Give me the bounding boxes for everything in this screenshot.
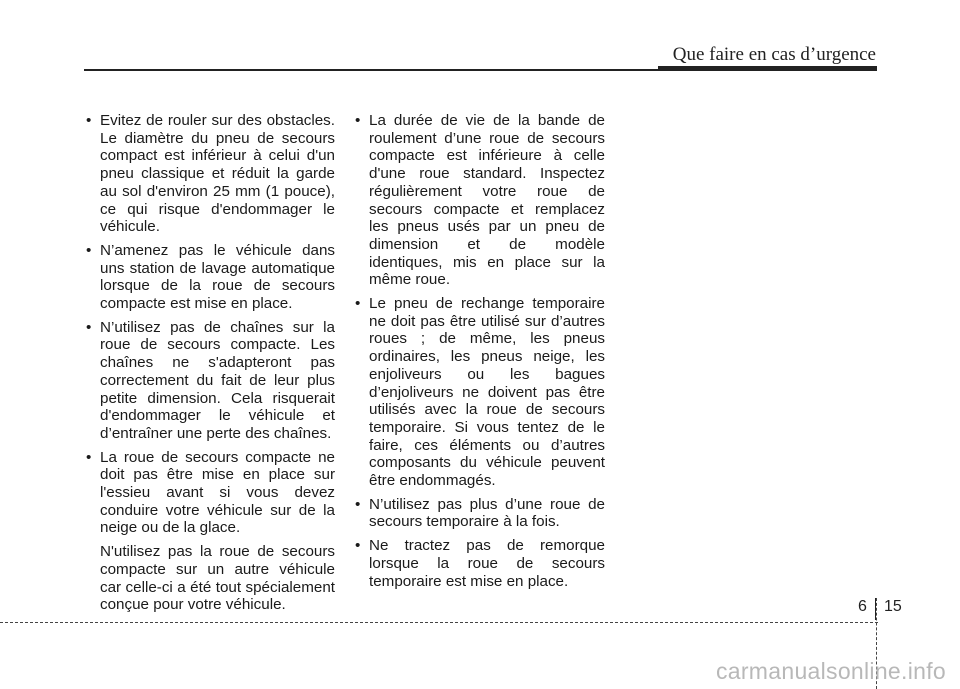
bullet-text: Le pneu de rechange temporaire ne doit pas être utilisé sur d’autres roues ; de même, les pneus ordinaires, les pneus neige, les enjoliveurs ou les bagues d’enjoliveurs ne doivent pas être utilisés avec la roue de secours temporaire. Si vous tentez de le faire, ces éléments ou d’autres composants du véhicule peuvent être endommagés. xyxy=(369,295,605,490)
watermark: carmanualsonline.info xyxy=(715,658,946,684)
bullet-glyph: • xyxy=(355,537,361,555)
header-rule-accent xyxy=(658,66,877,71)
bullet-item xyxy=(355,112,605,289)
bullet-item xyxy=(355,295,605,490)
bullet-text: N’utilisez pas de chaînes sur la roue de secours compacte. Les chaînes ne s'adapteront pas correctement du fait de leur plus petite dimension. Cela risquerait d'endommager le véhicule et d’entraîner une perte des chaînes. xyxy=(100,318,335,442)
bullet-text: La durée de vie de la bande de roulement d’une roue de secours compacte est inférieure à celle d'une roue standard. Inspectez régulièrement votre roue de secours compacte et remplacez les pneus usés par un pneu de dimension et de modèle identiques, mis en place sur la même roue. xyxy=(369,112,605,289)
bullet-glyph: • xyxy=(355,295,361,313)
note-paragraph: N'utilisez pas la roue de secours compacte sur un autre véhicule car celle-ci a été tout spécialement conçue pour votre véhicule. xyxy=(100,543,335,614)
bullet-item xyxy=(86,449,335,538)
bullet-glyph: • xyxy=(86,241,92,259)
bullet-glyph: • xyxy=(355,495,361,513)
page-number-separator xyxy=(875,598,876,620)
bullet-text: Ne tractez pas de remorque lorsque la roue de secours temporaire est mise en place. xyxy=(369,537,605,590)
bullet-text: Evitez de rouler sur des obstacles. Le diamètre du pneu de secours compact est inférieur à celui d'un pneu classique et réduit la garde au sol d'environ 25 mm (1 pouce), ce qui risque d'endommager le véhicule. xyxy=(100,112,335,236)
bullet-text: N’utilisez pas plus d’une roue de secours temporaire à la fois. xyxy=(369,495,605,531)
left-column xyxy=(86,112,335,614)
bullet-glyph: • xyxy=(355,112,361,129)
bullet-text: La roue de secours compacte ne doit pas être mise en place sur l'essieu avant si vous devez conduire votre véhicule sur de la neige ou de la glace. xyxy=(100,448,335,537)
bullet-glyph: • xyxy=(86,112,92,129)
bullet-glyph: • xyxy=(86,448,92,466)
footer-rule xyxy=(0,622,878,623)
bullet-item xyxy=(86,319,335,443)
bullet-item xyxy=(86,112,335,236)
bullet-item xyxy=(355,537,605,590)
bullet-glyph: • xyxy=(86,318,92,336)
bullet-item xyxy=(86,242,335,313)
section-title: Que faire en cas d’urgence xyxy=(672,44,876,65)
right-column xyxy=(355,112,605,596)
page-number: 15 xyxy=(884,598,902,615)
chapter-number: 6 xyxy=(858,598,867,615)
bullet-text: N’amenez pas le véhicule dans uns station de lavage automatique lorsque de la roue de secours compacte est mise en place. xyxy=(100,241,335,313)
bullet-item xyxy=(355,496,605,531)
